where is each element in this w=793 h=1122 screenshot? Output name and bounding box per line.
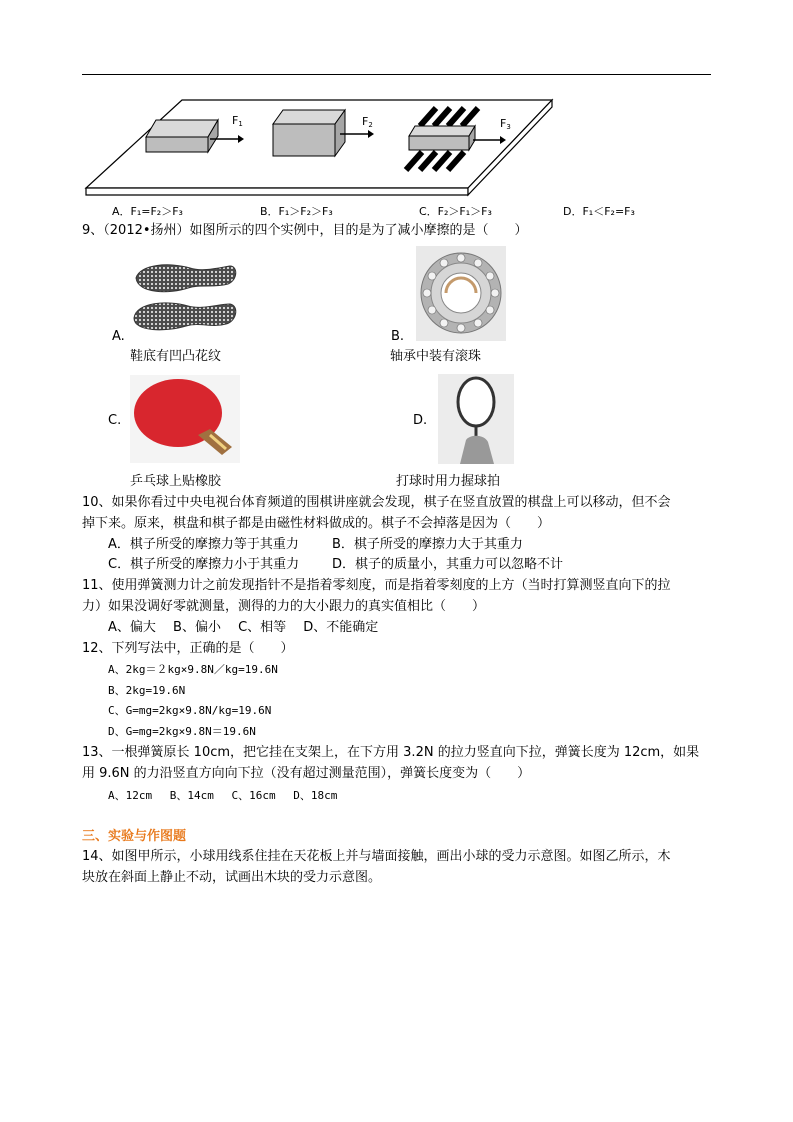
q9-caption-a: 鞋底有凹凸花纹	[130, 349, 222, 364]
q13-line2: 用 9.6N 的力沿竖直方向向下拉（没有超过测量范围），弹簧长度变为（ ）	[82, 766, 531, 781]
q12-stem: 12、下列写法中，正确的是（ ）	[82, 641, 294, 656]
q9-option-c-letter: C.	[108, 413, 122, 428]
force-label-f2: $F_2$	[362, 115, 373, 129]
q10-option-d: D．棋子的质量小，其重力可以忽略不计	[332, 557, 564, 572]
q8-option-b: B．F₁＞F₂＞F₃	[260, 205, 333, 218]
q9-option-d-letter: D.	[413, 413, 428, 428]
q11-line1: 11、使用弹簧测力计之前发现指针不是指着零刻度，而是指着零刻度的上方（当时打算测竖直向下的拉	[82, 578, 671, 593]
q9-caption-d: 打球时用力握球拍	[396, 474, 501, 489]
q9-caption-c: 乒乓球上贴橡胶	[130, 474, 222, 489]
q8-option-d: D．F₁＜F₂=F₃	[563, 205, 635, 218]
q14-line1: 14、如图甲所示，小球用线系住挂在天花板上并与墙面接触，画出小球的受力示意图。如图乙所示，木	[82, 849, 671, 864]
q8-option-a: A．F₁=F₂＞F₃	[112, 205, 183, 218]
header-rule	[82, 74, 711, 75]
q10-line2: 掉下来。原来，棋盘和棋子都是由磁性材料做成的。棋子不会掉落是因为（ ）	[82, 516, 551, 531]
q12-option-a: A、2kg＝２kg×9.8N／kg=19.6N	[108, 663, 278, 676]
ping-pong-paddle-image	[130, 375, 240, 463]
ball-bearing-image	[416, 246, 506, 341]
force-label-f3: $F_3$	[500, 117, 511, 131]
q12-option-d: D、G=mg=2kg×9.8N＝19.6N	[108, 725, 256, 738]
section-title: 三、实验与作图题	[82, 829, 187, 844]
q9-stem: 9、（2012•扬州）如图所示的四个实例中，目的是为了减小摩擦的是（ ）	[82, 223, 528, 238]
q13-line1: 13、一根弹簧原长 10cm，把它挂在支架上，在下方用 3.2N 的拉力竖直向下拉，弹簧长度为 12cm，如果	[82, 745, 700, 760]
tennis-racket-image	[438, 374, 514, 464]
q11-line2: 力）如果没调好零就测量，测得的力的大小跟力的真实值相比（ ）	[82, 599, 486, 614]
q9-caption-b: 轴承中装有滚珠	[390, 349, 482, 364]
q14-line2: 块放在斜面上静止不动，试画出木块的受力示意图。	[82, 870, 382, 885]
q13-options: A、12cm B、14cm C、16cm D、18cm	[108, 789, 338, 802]
q9-option-b-letter: B.	[391, 329, 405, 344]
q10-option-a: A．棋子所受的摩擦力等于其重力	[108, 537, 299, 552]
force-label-f1: $F_1$	[232, 114, 243, 128]
shoe-sole-image	[130, 258, 240, 338]
q9-option-a-letter: A.	[112, 329, 125, 344]
q12-option-b: B、2kg=19.6N	[108, 684, 186, 697]
q8-option-c: C．F₂＞F₁＞F₃	[419, 205, 492, 218]
q11-options: A、偏大 B、偏小 C、相等 D、不能确定	[108, 620, 379, 635]
q10-option-b: B．棋子所受的摩擦力大于其重力	[332, 537, 523, 552]
force-blocks-figure	[82, 96, 562, 198]
q10-line1: 10、如果你看过中央电视台体育频道的围棋讲座就会发现，棋子在竖直放置的棋盘上可以移动，但不会	[82, 495, 671, 510]
q12-option-c: C、G=mg=2kg×9.8N/kg=19.6N	[108, 704, 272, 717]
q10-option-c: C．棋子所受的摩擦力小于其重力	[108, 557, 300, 572]
